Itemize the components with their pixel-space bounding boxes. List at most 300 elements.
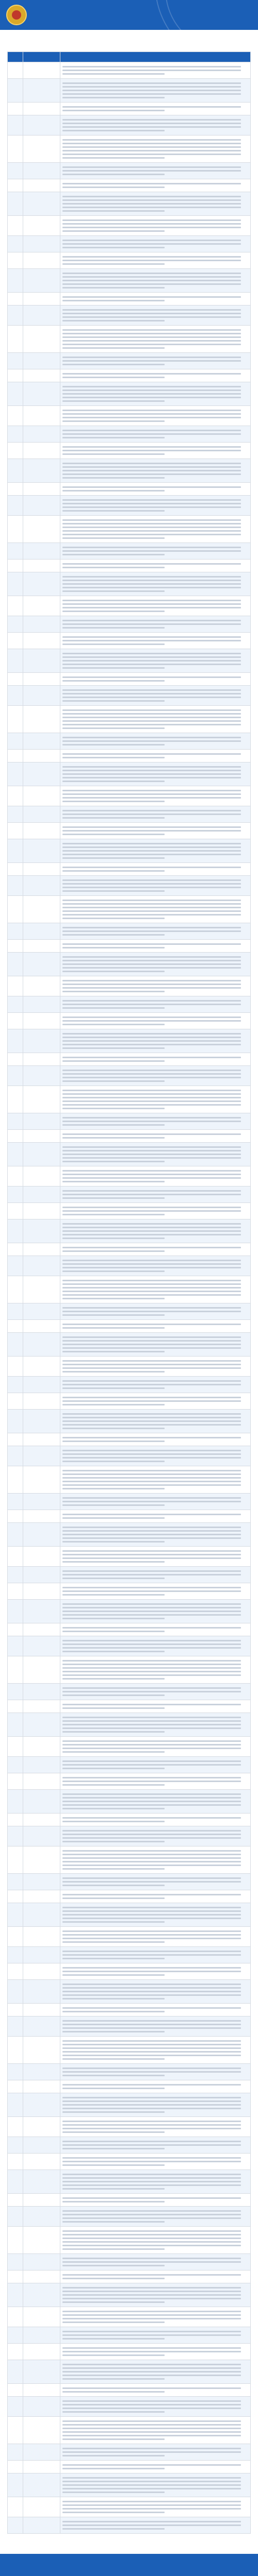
row-country: [23, 1814, 60, 1826]
illegible-text-placeholder: [62, 2097, 248, 2113]
illegible-text-placeholder: [62, 1777, 248, 1786]
row-measures: [60, 1684, 251, 1700]
table-row: [8, 1446, 251, 1466]
table-row: [8, 1636, 251, 1656]
row-measures: [60, 1874, 251, 1890]
row-country: [23, 483, 60, 496]
row-measures: [60, 1029, 251, 1053]
row-country: [23, 940, 60, 953]
national-emblem-icon: [6, 5, 27, 25]
illegible-text-placeholder: [62, 2007, 248, 2012]
row-measures: [60, 216, 251, 236]
row-measures: [60, 1510, 251, 1523]
row-measures: [60, 426, 251, 443]
row-number: [8, 1773, 23, 1790]
illegible-text-placeholder: [62, 1380, 248, 1389]
row-measures: [60, 2344, 251, 2360]
row-number: [8, 2207, 23, 2227]
row-number: [8, 2170, 23, 2194]
table-row: [8, 353, 251, 369]
illegible-text-placeholder: [62, 1660, 248, 1680]
row-number: [8, 976, 23, 996]
row-number: [8, 1166, 23, 1187]
illegible-text-placeholder: [62, 753, 248, 758]
row-country: [23, 2016, 60, 2037]
table-row: [8, 996, 251, 1013]
row-number: [8, 1927, 23, 1947]
table-row: [8, 79, 251, 103]
row-number: [8, 1256, 23, 1276]
row-measures: [60, 1826, 251, 1846]
table-row: [8, 103, 251, 115]
table-row: [8, 596, 251, 616]
table-row: [8, 216, 251, 236]
row-measures: [60, 293, 251, 306]
row-number: [8, 135, 23, 163]
row-country: [23, 560, 60, 572]
illegible-text-placeholder: [62, 943, 248, 948]
row-country: [23, 236, 60, 252]
row-number: [8, 572, 23, 596]
illegible-text-placeholder: [62, 2448, 248, 2456]
row-country: [23, 163, 60, 179]
illegible-text-placeholder: [62, 563, 248, 568]
row-country: [23, 1980, 60, 2004]
measures-table-wrap: [0, 52, 258, 2539]
row-number: [8, 179, 23, 192]
row-measures: [60, 806, 251, 823]
row-measures: [60, 2444, 251, 2461]
row-country: [23, 2307, 60, 2327]
illegible-text-placeholder: [62, 1016, 248, 1025]
row-measures: [60, 560, 251, 572]
row-measures: [60, 706, 251, 733]
row-measures: [60, 896, 251, 923]
row-number: [8, 1523, 23, 1547]
illegible-text-placeholder: [62, 2141, 248, 2149]
row-measures: [60, 2517, 251, 2534]
row-number: [8, 1243, 23, 1256]
table-row: [8, 1874, 251, 1890]
row-number: [8, 2384, 23, 2397]
row-country: [23, 1773, 60, 1790]
illegible-text-placeholder: [62, 1360, 248, 1372]
row-number: [8, 326, 23, 353]
table-body: [8, 62, 251, 2534]
table-row: [8, 543, 251, 560]
table-row: [8, 940, 251, 953]
table-row: [8, 1790, 251, 1814]
row-measures: [60, 2497, 251, 2517]
row-country: [23, 572, 60, 596]
row-number: [8, 1684, 23, 1700]
table-row: [8, 1433, 251, 1446]
table-row: [8, 483, 251, 496]
table-row: [8, 252, 251, 269]
illegible-text-placeholder: [62, 256, 248, 265]
table-row: [8, 192, 251, 216]
row-country: [23, 1963, 60, 1980]
row-number: [8, 633, 23, 649]
row-number: [8, 1086, 23, 1113]
table-row: [8, 750, 251, 762]
table-row: [8, 2497, 251, 2517]
illegible-text-placeholder: [62, 1930, 248, 1943]
row-country: [23, 953, 60, 976]
row-number: [8, 1219, 23, 1243]
row-country: [23, 1600, 60, 1623]
illegible-text-placeholder: [62, 66, 248, 75]
illegible-text-placeholder: [62, 240, 248, 248]
row-number: [8, 2444, 23, 2461]
table-row: [8, 1303, 251, 1320]
row-country: [23, 596, 60, 616]
illegible-text-placeholder: [62, 463, 248, 479]
table-row: [8, 2093, 251, 2117]
illegible-text-placeholder: [62, 576, 248, 592]
row-number: [8, 269, 23, 293]
illegible-text-placeholder: [62, 410, 248, 422]
row-measures: [60, 1963, 251, 1980]
illegible-text-placeholder: [62, 1687, 248, 1696]
row-measures: [60, 306, 251, 326]
row-country: [23, 1757, 60, 1773]
row-country: [23, 1377, 60, 1393]
row-number: [8, 2307, 23, 2327]
table-row: [8, 1029, 251, 1053]
table-row: [8, 1737, 251, 1757]
row-number: [8, 426, 23, 443]
row-number: [8, 2137, 23, 2154]
table-row: [8, 2117, 251, 2137]
row-country: [23, 543, 60, 560]
table-row: [8, 560, 251, 572]
illegible-text-placeholder: [62, 2157, 248, 2166]
table-row: [8, 2384, 251, 2397]
row-measures: [60, 79, 251, 103]
illegible-text-placeholder: [62, 1117, 248, 1126]
row-number: [8, 2080, 23, 2093]
row-measures: [60, 269, 251, 293]
table-row: [8, 1523, 251, 1547]
table-row: [8, 1963, 251, 1980]
row-measures: [60, 2016, 251, 2037]
row-measures: [60, 369, 251, 382]
illegible-text-placeholder: [62, 1260, 248, 1272]
row-number: [8, 2283, 23, 2307]
row-number: [8, 2154, 23, 2170]
table-row: [8, 762, 251, 786]
intro-section: [0, 41, 258, 52]
row-measures: [60, 1393, 251, 1410]
row-measures: [60, 2037, 251, 2064]
row-number: [8, 1494, 23, 1510]
illegible-text-placeholder: [62, 1640, 248, 1652]
row-number: [8, 236, 23, 252]
row-country: [23, 135, 60, 163]
row-measures: [60, 863, 251, 876]
illegible-text-placeholder: [62, 1627, 248, 1632]
row-measures: [60, 1446, 251, 1466]
row-country: [23, 1826, 60, 1846]
row-number: [8, 2397, 23, 2417]
row-country: [23, 1700, 60, 1713]
row-number: [8, 806, 23, 823]
illegible-text-placeholder: [62, 2501, 248, 2513]
illegible-text-placeholder: [62, 1967, 248, 1976]
table-row: [8, 2307, 251, 2327]
row-number: [8, 1737, 23, 1757]
row-number: [8, 1583, 23, 1600]
illegible-text-placeholder: [62, 2084, 248, 2089]
row-measures: [60, 2270, 251, 2283]
row-country: [23, 1466, 60, 1494]
table-row: [8, 1113, 251, 1130]
row-country: [23, 1113, 60, 1130]
illegible-text-placeholder: [62, 676, 248, 682]
row-measures: [60, 1947, 251, 1963]
table-row: [8, 2064, 251, 2080]
illegible-text-placeholder: [62, 373, 248, 378]
illegible-text-placeholder: [62, 1850, 248, 1870]
row-country: [23, 1523, 60, 1547]
table-row: [8, 616, 251, 633]
table-row: [8, 686, 251, 706]
row-country: [23, 786, 60, 806]
table-row: [8, 1053, 251, 1066]
illegible-text-placeholder: [62, 1437, 248, 1442]
row-country: [23, 1547, 60, 1567]
row-country: [23, 1433, 60, 1446]
illegible-text-placeholder: [62, 1470, 248, 1489]
row-measures: [60, 1219, 251, 1243]
row-number: [8, 2117, 23, 2137]
row-country: [23, 306, 60, 326]
illegible-text-placeholder: [62, 790, 248, 802]
row-measures: [60, 823, 251, 839]
table-row: [8, 1656, 251, 1684]
row-number: [8, 896, 23, 923]
table-row: [8, 443, 251, 459]
illegible-text-placeholder: [62, 689, 248, 702]
row-number: [8, 2037, 23, 2064]
row-number: [8, 940, 23, 953]
row-measures: [60, 483, 251, 496]
row-measures: [60, 1243, 251, 1256]
row-number: [8, 382, 23, 406]
row-measures: [60, 1377, 251, 1393]
illegible-text-placeholder: [62, 2387, 248, 2393]
illegible-text-placeholder: [62, 2258, 248, 2266]
row-country: [23, 1567, 60, 1583]
table-row: [8, 2137, 251, 2154]
row-number: [8, 1947, 23, 1963]
table-row: [8, 2417, 251, 2444]
row-measures: [60, 1433, 251, 1446]
row-country: [23, 876, 60, 896]
row-country: [23, 762, 60, 786]
row-number: [8, 750, 23, 762]
row-number: [8, 1826, 23, 1846]
illegible-text-placeholder: [62, 1307, 248, 1316]
row-number: [8, 2344, 23, 2360]
row-country: [23, 2473, 60, 2497]
row-number: [8, 1333, 23, 1357]
illegible-text-placeholder: [62, 183, 248, 188]
row-number: [8, 1903, 23, 1927]
row-number: [8, 459, 23, 483]
row-number: [8, 1890, 23, 1903]
row-country: [23, 1187, 60, 1203]
row-measures: [60, 1547, 251, 1567]
row-country: [23, 1333, 60, 1357]
table-row: [8, 306, 251, 326]
row-number: [8, 1510, 23, 1523]
row-measures: [60, 616, 251, 633]
table-row: [8, 293, 251, 306]
row-country: [23, 1219, 60, 1243]
illegible-text-placeholder: [62, 843, 248, 859]
row-country: [23, 616, 60, 633]
table-row: [8, 135, 251, 163]
illegible-text-placeholder: [62, 2311, 248, 2323]
row-number: [8, 2016, 23, 2037]
row-measures: [60, 750, 251, 762]
row-measures: [60, 1410, 251, 1433]
row-measures: [60, 953, 251, 976]
illegible-text-placeholder: [62, 600, 248, 612]
row-number: [8, 1446, 23, 1466]
row-number: [8, 79, 23, 103]
illegible-text-placeholder: [62, 2477, 248, 2493]
header-number: [8, 52, 23, 62]
row-measures: [60, 786, 251, 806]
table-row: [8, 179, 251, 192]
illegible-text-placeholder: [62, 2464, 248, 2469]
row-number: [8, 1656, 23, 1684]
row-number: [8, 1790, 23, 1814]
row-number: [8, 1357, 23, 1377]
illegible-text-placeholder: [62, 1057, 248, 1062]
row-country: [23, 633, 60, 649]
table-row: [8, 786, 251, 806]
row-country: [23, 2327, 60, 2344]
row-country: [23, 823, 60, 839]
row-measures: [60, 543, 251, 560]
row-country: [23, 1203, 60, 1219]
table-row: [8, 1130, 251, 1143]
row-country: [23, 1656, 60, 1684]
row-number: [8, 2064, 23, 2080]
row-measures: [60, 1567, 251, 1583]
row-number: [8, 1846, 23, 1874]
row-number: [8, 2327, 23, 2344]
illegible-text-placeholder: [62, 296, 248, 301]
illegible-text-placeholder: [62, 1951, 248, 1959]
table-row: [8, 115, 251, 135]
table-row: [8, 1846, 251, 1874]
table-row: [8, 1243, 251, 1256]
row-measures: [60, 2093, 251, 2117]
row-number: [8, 216, 23, 236]
row-number: [8, 1466, 23, 1494]
table-row: [8, 1826, 251, 1846]
table-row: [8, 572, 251, 596]
row-measures: [60, 1276, 251, 1303]
row-number: [8, 1433, 23, 1446]
table-row: [8, 1623, 251, 1636]
row-number: [8, 1113, 23, 1130]
row-measures: [60, 179, 251, 192]
illegible-text-placeholder: [62, 2020, 248, 2032]
row-number: [8, 496, 23, 516]
row-country: [23, 1737, 60, 1757]
table-row: [8, 1066, 251, 1086]
row-measures: [60, 2117, 251, 2137]
row-country: [23, 839, 60, 863]
illegible-text-placeholder: [62, 2040, 248, 2060]
table-row: [8, 2444, 251, 2461]
row-measures: [60, 762, 251, 786]
row-number: [8, 1066, 23, 1086]
row-number: [8, 1814, 23, 1826]
illegible-text-placeholder: [62, 1830, 248, 1842]
table-row: [8, 1547, 251, 1567]
row-measures: [60, 2154, 251, 2170]
row-measures: [60, 2137, 251, 2154]
row-measures: [60, 1846, 251, 1874]
illegible-text-placeholder: [62, 106, 248, 111]
table-row: [8, 1773, 251, 1790]
row-country: [23, 326, 60, 353]
row-country: [23, 2444, 60, 2461]
row-measures: [60, 1903, 251, 1927]
row-country: [23, 1636, 60, 1656]
row-number: [8, 560, 23, 572]
row-measures: [60, 2227, 251, 2254]
illegible-text-placeholder: [62, 1877, 248, 1886]
illegible-text-placeholder: [62, 273, 248, 289]
table-row: [8, 2154, 251, 2170]
illegible-text-placeholder: [62, 1907, 248, 1923]
row-country: [23, 1013, 60, 1029]
row-country: [23, 1166, 60, 1187]
illegible-text-placeholder: [62, 2347, 248, 2356]
row-measures: [60, 1143, 251, 1166]
row-measures: [60, 163, 251, 179]
row-measures: [60, 1623, 251, 1636]
illegible-text-placeholder: [62, 1550, 248, 1563]
illegible-text-placeholder: [62, 1760, 248, 1769]
table-row: [8, 2194, 251, 2207]
header-banner: [0, 0, 258, 30]
table-row: [8, 1600, 251, 1623]
row-country: [23, 649, 60, 673]
row-country: [23, 2207, 60, 2227]
row-number: [8, 863, 23, 876]
row-country: [23, 1256, 60, 1276]
row-country: [23, 2170, 60, 2194]
row-measures: [60, 2461, 251, 2473]
table-row: [8, 2461, 251, 2473]
row-country: [23, 216, 60, 236]
table-row: [8, 953, 251, 976]
table-row: [8, 2016, 251, 2037]
row-country: [23, 1874, 60, 1890]
illegible-text-placeholder: [62, 636, 248, 645]
row-number: [8, 1700, 23, 1713]
row-measures: [60, 115, 251, 135]
